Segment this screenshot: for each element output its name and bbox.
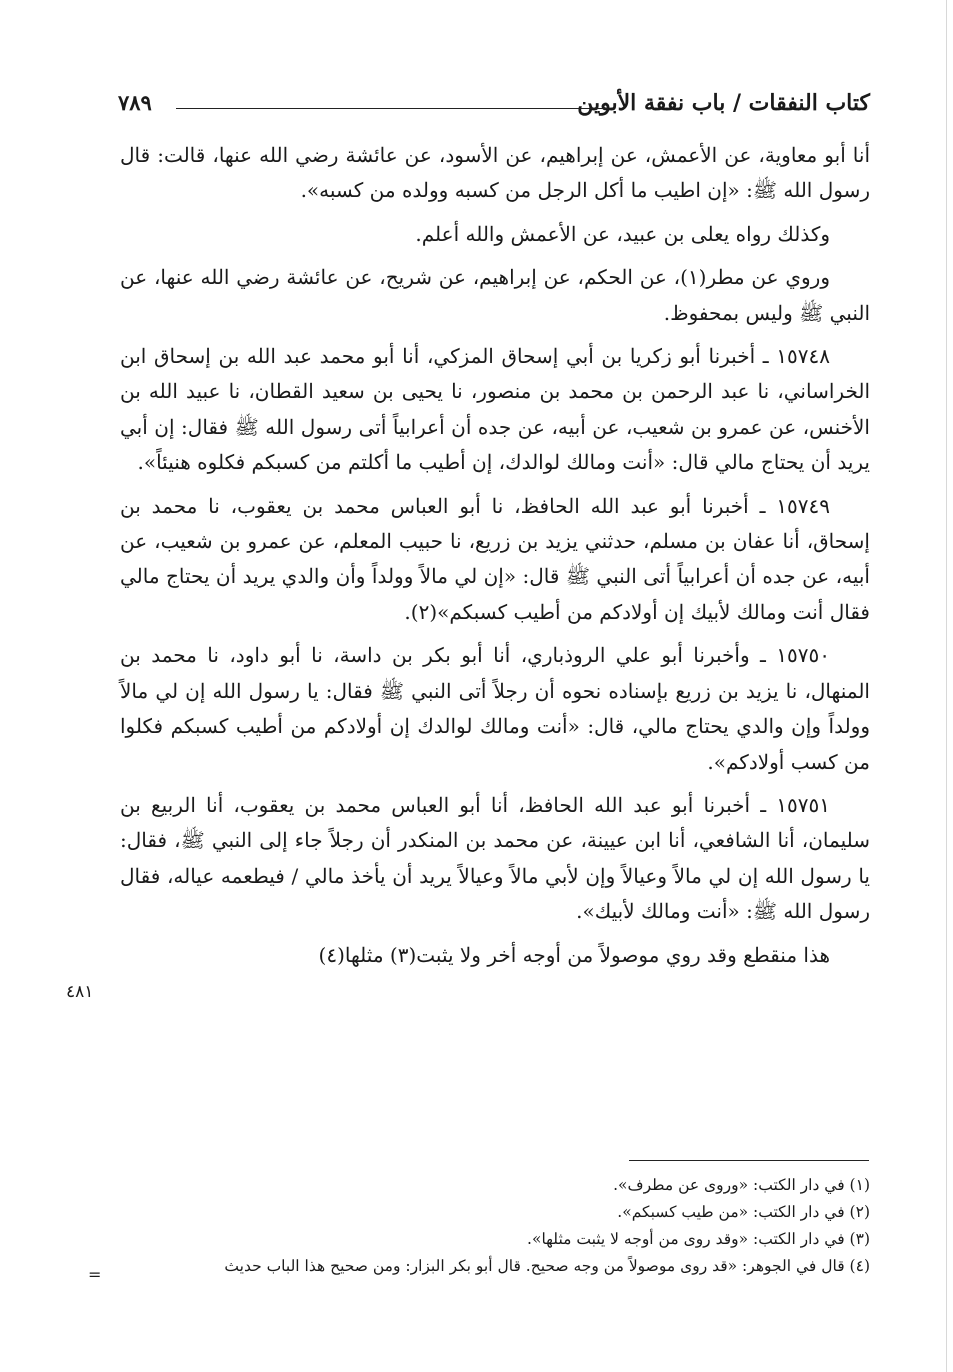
footnotes (84, 1172, 870, 1280)
footnote: (٢) في دار الكتب: «من طيب كسبكم». (617, 1203, 870, 1221)
hadith-15750: ١٥٧٥٠ ـ وأخبرنا أبو علي الروذباري، أنا أبو بكر بن داسة، نا أبو داود، نا محمد بن المنهال، نا يزيد بن زريع بإسناده نحوه أن رجلاً أتى النبي ﷺ فقال: يا رسول الله إن لي مالاً وولداً وإن والدي يحتاج مالي، قال: «أنت ومالك لوالدك إن أولادكم من أطيب كسبكم فكلوا من كسب أولادكم». (120, 643, 870, 774)
hadith-15749: ١٥٧٤٩ ـ أخبرنا أبو عبد الله الحافظ، نا أبو العباس محمد بن يعقوب، نا محمد بن إسحاق، أنا عفان بن مسلم، حدثني يزيد بن زريع، نا حبيب المعلم، عن عمرو بن شعيب، عن أبيه، عن جده أن أعرابياً أتى النبي ﷺ قال: «إن لي مالاً وولداً وأن والدي يريد أن يحتاج مالي فقال أنت ومالك لأبيك إن أولادكم من أطيب كسبكم»(٢). (120, 493, 870, 624)
footnote: (٣) في دار الكتب: «وقد روى من أوجه لا يثبت مثلها». (527, 1230, 870, 1248)
chapter-title: كتاب النفقات / باب نفقة الأبوين (577, 90, 870, 116)
paragraph-continuation: أنا أبو معاوية، عن الأعمش، عن إبراهيم، عن الأسود، عن عائشة رضي الله عنها، قالت: قال رسول الله ﷺ: «إن اطيب ما أكل الرجل من كسبه وولده من كسبه». (120, 143, 870, 203)
main-text (120, 138, 870, 973)
paragraph-note: وروي عن مطر(١)، عن الحكم، عن إبراهيم، عن شريح، عن عائشة رضي الله عنها، عن النبي ﷺ وليس بمحفوظ. (120, 265, 870, 325)
paragraph-note: هذا منقطع وقد روي موصولاً من أوجه أخر ولا يثبت(٣) مثلها(٤) (318, 942, 830, 967)
footnote: (٤) قال في الجوهر: «قد روى موصولاً من وجه صحيح. قال أبو بكر البزار: ومن صحيح هذا الباب حديث (224, 1257, 870, 1275)
footnote-continuation-mark: = (88, 1265, 102, 1284)
margin-manuscript-number: ٤٨١ (66, 982, 94, 1002)
hadith-15751: ١٥٧٥١ ـ أخبرنا أبو عبد الله الحافظ، أنا أبو العباس محمد بن يعقوب، أنا الربيع بن سليمان، أنا الشافعي، أنا ابن عيينة، عن محمد بن المنكدر أن رجلاً جاء إلى النبي ﷺ، فقال: يا رسول الله إن لي مالاً وعيالاً وإن لأبي مالاً وعيالاً يريد أن يأخذ مالي / فيطعمه عياله، فقال رسول الله ﷺ: «أنت ومالك لأبيك». (120, 792, 870, 924)
footnote: (١) في دار الكتب: «وروى عن مطرف». (613, 1176, 870, 1194)
scan-edge (946, 0, 947, 1372)
footnote-separator (629, 1160, 869, 1161)
running-header (118, 84, 870, 124)
page-number: ٧٨٩ (118, 90, 152, 115)
header-rule (176, 108, 608, 109)
hadith-15748: ١٥٧٤٨ ـ أخبرنا أبو زكريا بن أبي إسحاق المزكي، أنا أبو محمد عبد الله بن إسحاق ابن الخراساني، نا عبد الرحمن بن محمد بن منصور، نا يحيى بن سعيد القطان، نا عبيد الله بن الأخنس، عن عمرو بن شعيب، عن أبيه، عن جده أن أعرابياً أتى رسول الله ﷺ فقال: إن أبي يريد أن يحتاج مالي قال: «أنت ومالك لوالدك، إن أطيب ما أكلتم من كسبكم فكلوه هنيئاً». (120, 344, 870, 475)
paragraph-note: وكذلك رواه يعلى بن عبيد، عن الأعمش والله أعلم. (415, 221, 830, 246)
